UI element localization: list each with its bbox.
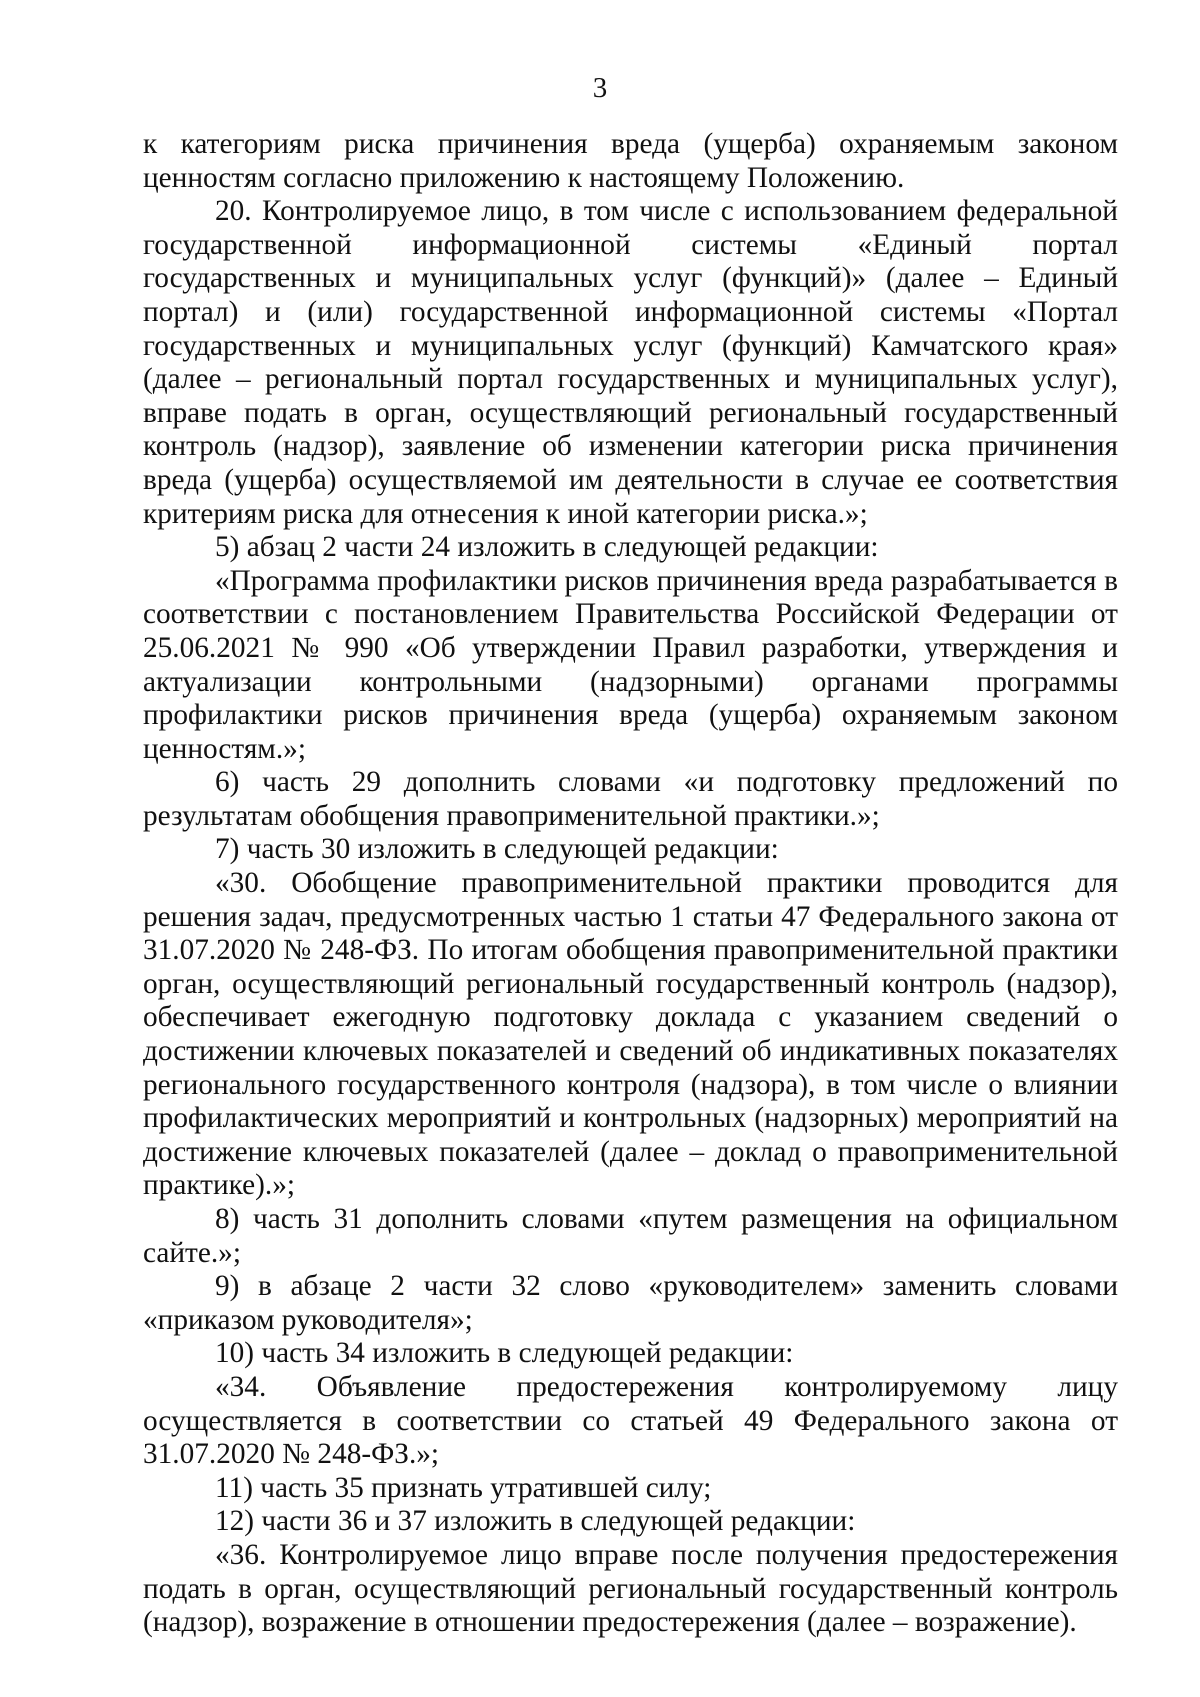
paragraph-amendment-10: 10) часть 34 изложить в следующей редакции: [215, 1337, 794, 1370]
paragraph-amendment-11: 11) часть 35 признать утратившей силу; [215, 1471, 712, 1504]
paragraph-quote-program: «Программа профилактики рисков причинения вреда разрабатывается в соответствии с постановлением Правительства Российской Федерации от 25.06.2021 № 990 «Об утверждении Правил разработки, утверждения и актуализации контрольными (надзорными) органами программы профилактики рисков причинения вреда (ущерба) охраняемым законом ценностям.»; [143, 564, 1118, 765]
paragraph-amendment-8: 8) часть 31 дополнить словами «путем размещения на официальном сайте.»; [143, 1203, 1118, 1269]
paragraph-amendment-12: 12) части 36 и 37 изложить в следующей редакции: [215, 1505, 856, 1538]
paragraph-amendment-5: 5) абзац 2 части 24 изложить в следующей редакции: [215, 531, 879, 564]
document-body [143, 128, 1118, 1640]
paragraph-quote-30: «30. Обобщение правоприменительной практики проводится для решения задач, предусмотренных частью 1 статьи 47 Федерального закона от 31.07.2020 № 248-ФЗ. По итогам обобщения правоприменительной практики орган, осуществляющий региональный государственный контроль (надзор), обеспечивает ежегодную подготовку доклада с указанием сведений о достижении ключевых показателей и сведений об индикативных показателях регионального государственного контроля (надзора), в том числе о влиянии профилактических мероприятий и контрольных (надзорных) мероприятий на достижение ключевых показателей (далее – доклад о правоприменительной практике).»; [143, 867, 1118, 1202]
page-number: 3 [592, 72, 608, 104]
paragraph-quote-34: «34. Объявление предостережения контролируемому лицу осуществляется в соответствии со статьей 49 Федерального закона от 31.07.2020 № 248-ФЗ.»; [143, 1370, 1118, 1471]
paragraph-amendment-9: 9) в абзаце 2 части 32 слово «руководителем» заменить словами «приказом руководителя»; [143, 1270, 1118, 1336]
paragraph-continuation: к категориям риска причинения вреда (ущерба) охраняемым законом ценностям согласно приложению к настоящему Положению. [143, 128, 1118, 194]
paragraph-quote-36: «36. Контролируемое лицо вправе после получения предостережения подать в орган, осуществляющий региональный государственный контроль (надзор), возражение в отношении предостережения (далее – возражение). [143, 1538, 1118, 1639]
paragraph-item-20: 20. Контролируемое лицо, в том числе с использованием федеральной государственной информационной системы «Единый портал государственных и муниципальных услуг (функций)» (далее – Единый портал) и (или) государственной информационной системы «Портал государственных и муниципальных услуг (функций) Камчатского края» (далее – региональный портал государственных и муниципальных услуг), вправе подать в орган, осуществляющий региональный государственный контроль (надзор), заявление об изменении категории риска причинения вреда (ущерба) осуществляемой им деятельности в случае ее соответствия критериям риска для отнесения к иной категории риска.»; [143, 195, 1118, 530]
paragraph-amendment-7: 7) часть 30 изложить в следующей редакции: [215, 833, 779, 866]
paragraph-amendment-6: 6) часть 29 дополнить словами «и подготовку предложений по результатам обобщения правоприменительной практики.»; [143, 766, 1118, 832]
